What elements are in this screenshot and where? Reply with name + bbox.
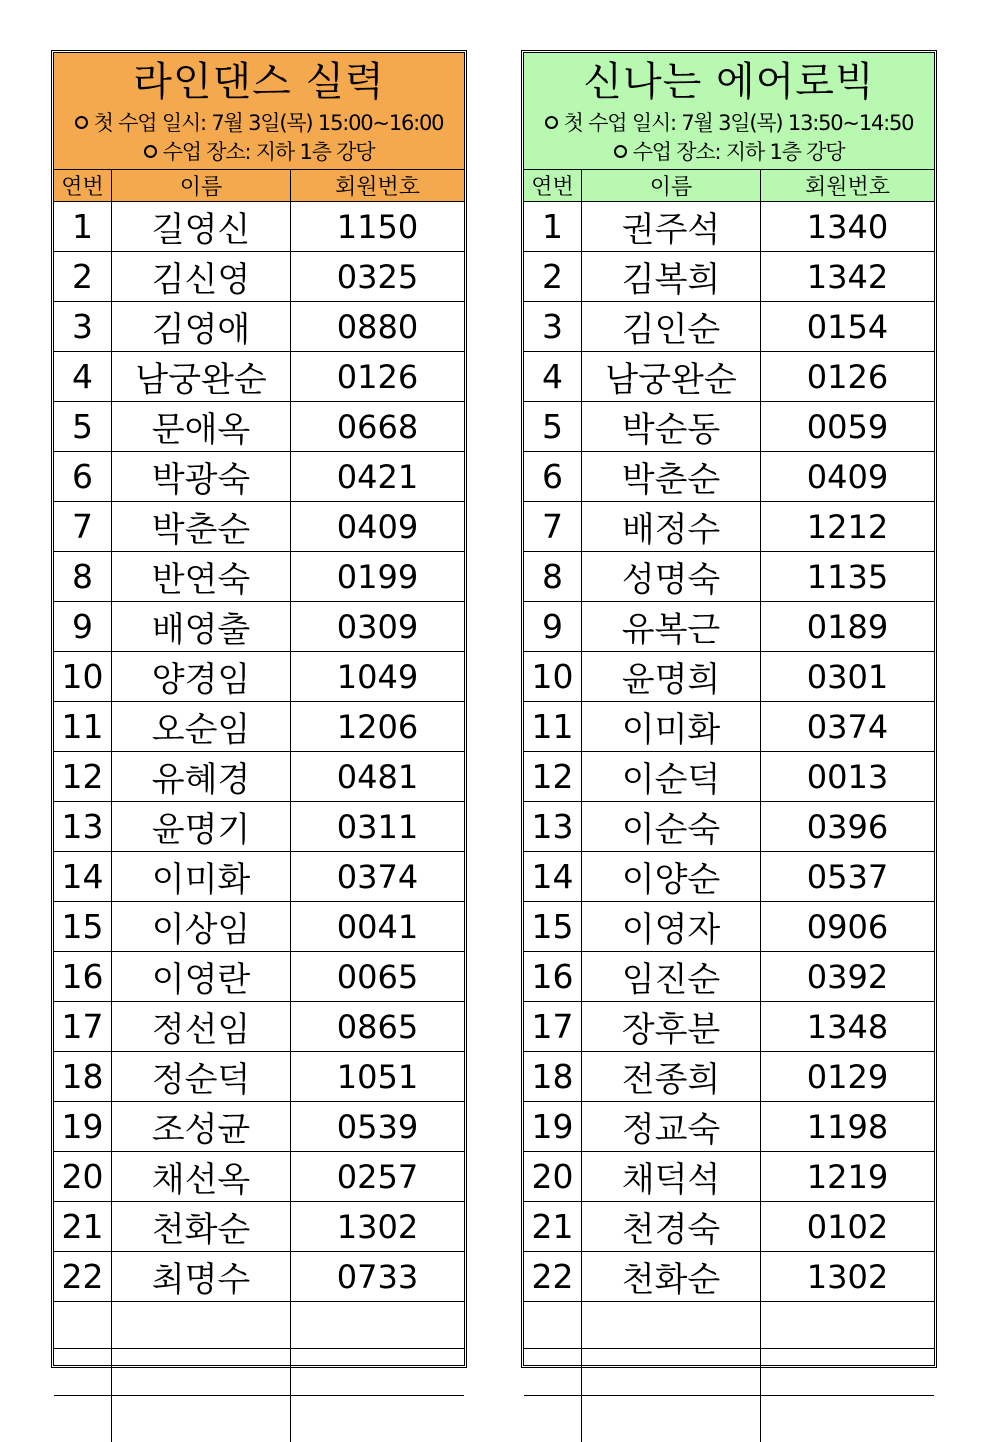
row-number: 12 <box>54 752 112 802</box>
row-number <box>524 1349 582 1396</box>
member-id: 0041 <box>291 902 465 952</box>
member-name: 정교숙 <box>582 1102 761 1152</box>
member-name: 이상임 <box>112 902 291 952</box>
table-row <box>54 702 464 752</box>
member-id <box>761 1349 935 1396</box>
table-row <box>524 652 934 702</box>
row-number: 6 <box>524 452 582 502</box>
table-row <box>524 1349 934 1396</box>
member-name: 정순덕 <box>112 1052 291 1102</box>
row-number: 17 <box>524 1002 582 1052</box>
member-name: 윤명기 <box>112 802 291 852</box>
member-id: 1340 <box>761 202 935 252</box>
table-row <box>54 752 464 802</box>
row-number: 8 <box>54 552 112 602</box>
table-row <box>524 1152 934 1202</box>
member-table <box>54 170 464 1442</box>
table-row <box>54 1302 464 1349</box>
table-row <box>524 552 934 602</box>
member-id: 1049 <box>291 652 465 702</box>
row-number: 14 <box>524 852 582 902</box>
row-number <box>524 1302 582 1349</box>
row-number <box>524 1396 582 1442</box>
member-name <box>112 1396 291 1442</box>
member-id: 1198 <box>761 1102 935 1152</box>
member-id <box>761 1396 935 1442</box>
table-row <box>54 452 464 502</box>
member-id <box>291 1396 465 1442</box>
table-row <box>524 252 934 302</box>
member-table <box>524 170 934 1442</box>
table-row <box>54 852 464 902</box>
member-name: 유복근 <box>582 602 761 652</box>
table-row <box>54 1396 464 1442</box>
aerobics-roster <box>521 50 937 1368</box>
member-id: 0311 <box>291 802 465 852</box>
row-number: 17 <box>54 1002 112 1052</box>
member-name: 김신영 <box>112 252 291 302</box>
row-number: 22 <box>54 1252 112 1302</box>
member-id: 0668 <box>291 402 465 452</box>
member-name: 남궁완순 <box>112 352 291 402</box>
member-name <box>112 1302 291 1349</box>
member-id: 0880 <box>291 302 465 352</box>
member-name: 이양순 <box>582 852 761 902</box>
table-row <box>54 602 464 652</box>
row-number: 1 <box>54 202 112 252</box>
table-row <box>524 802 934 852</box>
circle-bullet-icon <box>614 145 627 158</box>
table-row <box>54 252 464 302</box>
row-number: 16 <box>54 952 112 1002</box>
member-id: 0481 <box>291 752 465 802</box>
member-id: 0129 <box>761 1052 935 1102</box>
member-name: 남궁완순 <box>582 352 761 402</box>
row-number: 5 <box>54 402 112 452</box>
row-number: 5 <box>524 402 582 452</box>
row-number: 6 <box>54 452 112 502</box>
member-name: 천화순 <box>582 1252 761 1302</box>
member-id: 0537 <box>761 852 935 902</box>
table-row <box>54 652 464 702</box>
member-name <box>582 1349 761 1396</box>
member-name: 유혜경 <box>112 752 291 802</box>
member-name: 이미화 <box>582 702 761 752</box>
column-header-name: 이름 <box>582 170 761 202</box>
row-number: 7 <box>524 502 582 552</box>
table-row <box>524 302 934 352</box>
row-number: 9 <box>524 602 582 652</box>
member-name: 김복희 <box>582 252 761 302</box>
member-id: 0257 <box>291 1152 465 1202</box>
roster-header <box>524 53 934 170</box>
member-name: 임진순 <box>582 952 761 1002</box>
member-id: 0374 <box>291 852 465 902</box>
member-id: 0059 <box>761 402 935 452</box>
table-header-row <box>524 170 934 202</box>
member-id: 0013 <box>761 752 935 802</box>
member-id: 1342 <box>761 252 935 302</box>
member-name: 문애옥 <box>112 402 291 452</box>
member-id: 0865 <box>291 1002 465 1052</box>
row-number <box>54 1396 112 1442</box>
table-row <box>524 202 934 252</box>
table-row <box>524 502 934 552</box>
table-row <box>524 1302 934 1349</box>
table-row <box>524 902 934 952</box>
table-row <box>54 1202 464 1252</box>
line-dance-roster <box>51 50 467 1368</box>
member-id: 0539 <box>291 1102 465 1152</box>
table-row <box>524 852 934 902</box>
member-name: 장후분 <box>582 1002 761 1052</box>
member-id: 0154 <box>761 302 935 352</box>
member-name: 박광숙 <box>112 452 291 502</box>
member-name: 김인순 <box>582 302 761 352</box>
row-number: 11 <box>54 702 112 752</box>
member-id: 0374 <box>761 702 935 752</box>
class-title: 신나는 에어로빅 <box>524 53 934 109</box>
row-number: 22 <box>524 1252 582 1302</box>
table-row <box>54 1349 464 1396</box>
row-number: 14 <box>54 852 112 902</box>
row-number: 15 <box>54 902 112 952</box>
member-name: 김영애 <box>112 302 291 352</box>
member-name <box>112 1349 291 1396</box>
row-number: 20 <box>54 1152 112 1202</box>
row-number: 18 <box>524 1052 582 1102</box>
member-id: 1206 <box>291 702 465 752</box>
member-name: 윤명희 <box>582 652 761 702</box>
row-number: 21 <box>524 1202 582 1252</box>
column-header-member-id: 회원번호 <box>761 170 935 202</box>
table-row <box>524 1202 934 1252</box>
circle-bullet-icon <box>75 116 88 129</box>
member-name: 박춘순 <box>112 502 291 552</box>
member-id: 0065 <box>291 952 465 1002</box>
table-row <box>54 1152 464 1202</box>
member-name: 조성균 <box>112 1102 291 1152</box>
row-number: 15 <box>524 902 582 952</box>
class-schedule: 첫 수업 일시: 7월 3일(목) 13:50~14:50 <box>524 109 934 138</box>
member-id: 1302 <box>291 1202 465 1252</box>
member-id: 0126 <box>291 352 465 402</box>
member-name: 배영출 <box>112 602 291 652</box>
row-number: 12 <box>524 752 582 802</box>
row-number: 10 <box>54 652 112 702</box>
row-number: 3 <box>524 302 582 352</box>
member-name: 최명수 <box>112 1252 291 1302</box>
member-name: 이영자 <box>582 902 761 952</box>
row-number: 9 <box>54 602 112 652</box>
table-row <box>524 952 934 1002</box>
member-name: 이순덕 <box>582 752 761 802</box>
member-id: 0102 <box>761 1202 935 1252</box>
member-name: 이영란 <box>112 952 291 1002</box>
table-row <box>524 1002 934 1052</box>
class-title: 라인댄스 실력 <box>54 53 464 109</box>
member-id: 0126 <box>761 352 935 402</box>
member-name: 이미화 <box>112 852 291 902</box>
table-row <box>54 202 464 252</box>
table-row <box>54 1102 464 1152</box>
member-id: 0309 <box>291 602 465 652</box>
member-name: 정선임 <box>112 1002 291 1052</box>
member-id: 0189 <box>761 602 935 652</box>
member-name: 채덕석 <box>582 1152 761 1202</box>
member-id: 1135 <box>761 552 935 602</box>
row-number: 1 <box>524 202 582 252</box>
row-number: 4 <box>54 352 112 402</box>
table-row <box>524 1252 934 1302</box>
row-number: 20 <box>524 1152 582 1202</box>
member-id: 1219 <box>761 1152 935 1202</box>
row-number: 18 <box>54 1052 112 1102</box>
member-id <box>761 1302 935 1349</box>
table-row <box>54 352 464 402</box>
class-location: 수업 장소: 지하 1층 강당 <box>54 138 464 167</box>
table-row <box>524 1396 934 1442</box>
table-row <box>54 402 464 452</box>
column-header-number: 연번 <box>54 170 112 202</box>
member-name: 반연숙 <box>112 552 291 602</box>
member-name: 채선옥 <box>112 1152 291 1202</box>
table-row <box>524 352 934 402</box>
table-row <box>54 802 464 852</box>
member-id: 0325 <box>291 252 465 302</box>
table-header-row <box>54 170 464 202</box>
circle-bullet-icon <box>144 145 157 158</box>
member-name: 천화순 <box>112 1202 291 1252</box>
row-number: 19 <box>524 1102 582 1152</box>
row-number: 7 <box>54 502 112 552</box>
table-row <box>54 902 464 952</box>
class-location: 수업 장소: 지하 1층 강당 <box>524 138 934 167</box>
column-header-name: 이름 <box>112 170 291 202</box>
table-row <box>54 502 464 552</box>
member-id: 0409 <box>291 502 465 552</box>
row-number: 3 <box>54 302 112 352</box>
member-name: 이순숙 <box>582 802 761 852</box>
member-id <box>291 1302 465 1349</box>
class-schedule: 첫 수업 일시: 7월 3일(목) 15:00~16:00 <box>54 109 464 138</box>
row-number: 13 <box>54 802 112 852</box>
table-row <box>524 1102 934 1152</box>
member-id: 0396 <box>761 802 935 852</box>
table-row <box>524 452 934 502</box>
member-name <box>582 1396 761 1442</box>
member-id: 0733 <box>291 1252 465 1302</box>
row-number: 8 <box>524 552 582 602</box>
member-id: 0199 <box>291 552 465 602</box>
member-name: 천경숙 <box>582 1202 761 1252</box>
row-number: 11 <box>524 702 582 752</box>
member-name: 길영신 <box>112 202 291 252</box>
table-row <box>54 552 464 602</box>
member-name <box>582 1302 761 1349</box>
row-number: 21 <box>54 1202 112 1252</box>
table-row <box>524 602 934 652</box>
member-id: 1302 <box>761 1252 935 1302</box>
column-header-number: 연번 <box>524 170 582 202</box>
row-number <box>54 1302 112 1349</box>
table-row <box>54 1002 464 1052</box>
member-id <box>291 1349 465 1396</box>
row-number: 10 <box>524 652 582 702</box>
member-id: 0301 <box>761 652 935 702</box>
table-row <box>524 702 934 752</box>
table-row <box>54 302 464 352</box>
member-name: 양경임 <box>112 652 291 702</box>
row-number: 13 <box>524 802 582 852</box>
table-row <box>54 1252 464 1302</box>
row-number: 2 <box>54 252 112 302</box>
member-name: 성명숙 <box>582 552 761 602</box>
member-name: 전종희 <box>582 1052 761 1102</box>
member-name: 오순임 <box>112 702 291 752</box>
member-id: 1212 <box>761 502 935 552</box>
member-name: 권주석 <box>582 202 761 252</box>
member-id: 0409 <box>761 452 935 502</box>
table-row <box>524 752 934 802</box>
row-number: 19 <box>54 1102 112 1152</box>
circle-bullet-icon <box>545 116 558 129</box>
column-header-member-id: 회원번호 <box>291 170 465 202</box>
table-row <box>54 952 464 1002</box>
member-id: 1051 <box>291 1052 465 1102</box>
member-id: 0392 <box>761 952 935 1002</box>
member-id: 0421 <box>291 452 465 502</box>
row-number <box>54 1349 112 1396</box>
table-row <box>524 402 934 452</box>
member-name: 박춘순 <box>582 452 761 502</box>
row-number: 2 <box>524 252 582 302</box>
row-number: 4 <box>524 352 582 402</box>
member-id: 1348 <box>761 1002 935 1052</box>
row-number: 16 <box>524 952 582 1002</box>
member-id: 1150 <box>291 202 465 252</box>
table-row <box>54 1052 464 1102</box>
member-id: 0906 <box>761 902 935 952</box>
table-row <box>524 1052 934 1102</box>
member-name: 배정수 <box>582 502 761 552</box>
roster-header <box>54 53 464 170</box>
member-name: 박순동 <box>582 402 761 452</box>
